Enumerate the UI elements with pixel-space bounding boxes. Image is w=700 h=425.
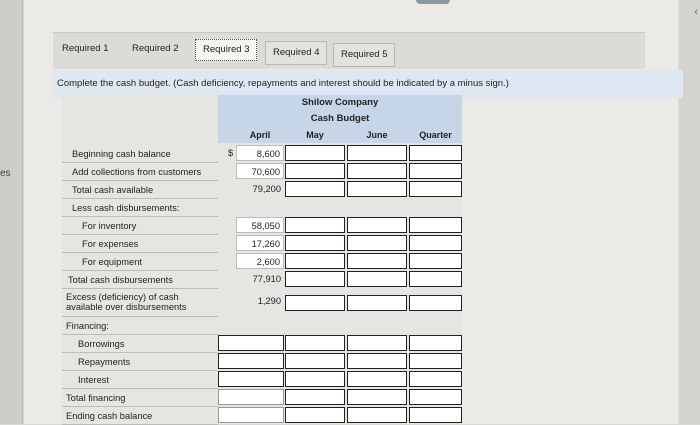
may-input[interactable]: [285, 335, 345, 351]
table-row: [62, 217, 462, 235]
april-cell: 70,600: [236, 163, 284, 179]
june-input[interactable]: [347, 271, 407, 287]
row-label-line-1: Excess (deficiency) of cash: [66, 292, 179, 302]
table-header: [218, 95, 462, 143]
row-label: Total cash available: [62, 181, 218, 199]
may-input[interactable]: [285, 389, 345, 405]
quarter-input[interactable]: [409, 371, 462, 387]
april-input[interactable]: [218, 407, 284, 423]
table-row: [62, 163, 462, 181]
column-header-row: [218, 127, 462, 143]
row-label: Ending cash balance: [62, 407, 218, 425]
may-input[interactable]: [285, 253, 345, 269]
quarter-input[interactable]: [409, 295, 462, 311]
april-cell: 77,910: [252, 274, 281, 284]
may-input[interactable]: [285, 235, 345, 251]
row-label: Financing:: [62, 317, 218, 335]
instruction-text: Complete the cash budget. (Cash deficiency, repayments and interest should be indicated by a minus sign.): [53, 70, 683, 98]
may-input[interactable]: [285, 295, 345, 311]
april-cell: 8,600: [236, 145, 284, 161]
column-june: June: [366, 130, 388, 140]
table-row: [62, 371, 462, 389]
row-label: Borrowings: [62, 335, 218, 353]
june-input[interactable]: [347, 389, 407, 405]
quarter-input[interactable]: [409, 163, 462, 179]
june-input[interactable]: [347, 371, 407, 387]
table-row: [62, 181, 462, 199]
quarter-input[interactable]: [409, 353, 462, 369]
june-input[interactable]: [347, 217, 407, 233]
quarter-input[interactable]: [409, 407, 462, 423]
row-label: Interest: [62, 371, 218, 389]
budget-title: Cash Budget: [310, 113, 370, 124]
currency-symbol: $: [228, 148, 234, 158]
row-label: Add collections from customers: [62, 163, 218, 181]
left-edge-text: es: [0, 168, 11, 179]
row-label: For equipment: [62, 253, 218, 271]
table-row: [62, 407, 462, 425]
column-april: April: [249, 130, 271, 140]
april-input[interactable]: [218, 371, 284, 387]
row-label: Total cash disbursements: [62, 271, 218, 289]
june-input[interactable]: [347, 235, 407, 251]
right-edge-text: ‹: [694, 6, 698, 18]
column-may: May: [306, 130, 324, 140]
requirement-tabs: [53, 32, 645, 69]
table-row: [62, 199, 462, 217]
row-label: For inventory: [62, 217, 218, 235]
may-input[interactable]: [285, 145, 345, 161]
quarter-input[interactable]: [409, 235, 462, 251]
june-input[interactable]: [347, 335, 407, 351]
table-row: [62, 335, 462, 353]
quarter-input[interactable]: [409, 389, 462, 405]
quarter-input[interactable]: [409, 335, 462, 351]
june-input[interactable]: [347, 253, 407, 269]
tab-required-4[interactable]: Required 4: [265, 41, 327, 65]
quarter-input[interactable]: [409, 181, 462, 197]
april-cell: 1,290: [257, 296, 281, 306]
row-label-line-2: available over disbursements: [66, 302, 187, 312]
may-input[interactable]: [285, 371, 345, 387]
table-row: [62, 353, 462, 371]
quarter-input[interactable]: [409, 217, 462, 233]
april-input[interactable]: [218, 335, 284, 351]
tab-required-1[interactable]: Required 1: [62, 43, 109, 54]
may-input[interactable]: [285, 353, 345, 369]
row-label: For expenses: [62, 235, 218, 253]
june-input[interactable]: [347, 353, 407, 369]
cash-budget-table: [62, 95, 462, 424]
may-input[interactable]: [285, 181, 345, 197]
june-input[interactable]: [347, 181, 407, 197]
table-row: [62, 145, 462, 163]
row-label: Repayments: [62, 353, 218, 371]
quarter-input[interactable]: [409, 145, 462, 161]
right-window-edge: [680, 0, 700, 424]
tab-required-3[interactable]: Required 3: [195, 39, 257, 61]
table-row: [62, 271, 462, 289]
table-row: [62, 253, 462, 271]
june-input[interactable]: [347, 145, 407, 161]
tab-required-5[interactable]: Required 5: [333, 43, 395, 67]
row-label: Total financing: [62, 389, 218, 407]
company-name: Shilow Company: [301, 97, 379, 108]
table-row: [62, 317, 462, 335]
april-cell: 2,600: [236, 253, 284, 269]
april-cell: 58,050: [236, 217, 284, 233]
may-input[interactable]: [285, 407, 345, 423]
june-input[interactable]: [347, 295, 407, 311]
may-input[interactable]: [285, 271, 345, 287]
assignment-page: [24, 0, 678, 424]
tab-required-2[interactable]: Required 2: [132, 43, 179, 54]
row-label: Beginning cash balance: [62, 145, 218, 163]
saved-badge: [416, 0, 450, 4]
quarter-input[interactable]: [409, 271, 462, 287]
april-input[interactable]: [218, 389, 284, 405]
table-row: [62, 235, 462, 253]
june-input[interactable]: [347, 163, 407, 179]
may-input[interactable]: [285, 163, 345, 179]
june-input[interactable]: [347, 407, 407, 423]
row-label: [62, 289, 218, 317]
april-cell: 79,200: [252, 184, 281, 194]
april-cell: 17,260: [236, 235, 284, 251]
quarter-input[interactable]: [409, 253, 462, 269]
column-quarter: Quarter: [419, 130, 452, 140]
may-input[interactable]: [285, 217, 345, 233]
table-row: [62, 389, 462, 407]
table-row: [62, 289, 462, 317]
april-input[interactable]: [218, 353, 284, 369]
row-label: Less cash disbursements:: [62, 199, 218, 217]
left-window-edge: [0, 0, 23, 424]
